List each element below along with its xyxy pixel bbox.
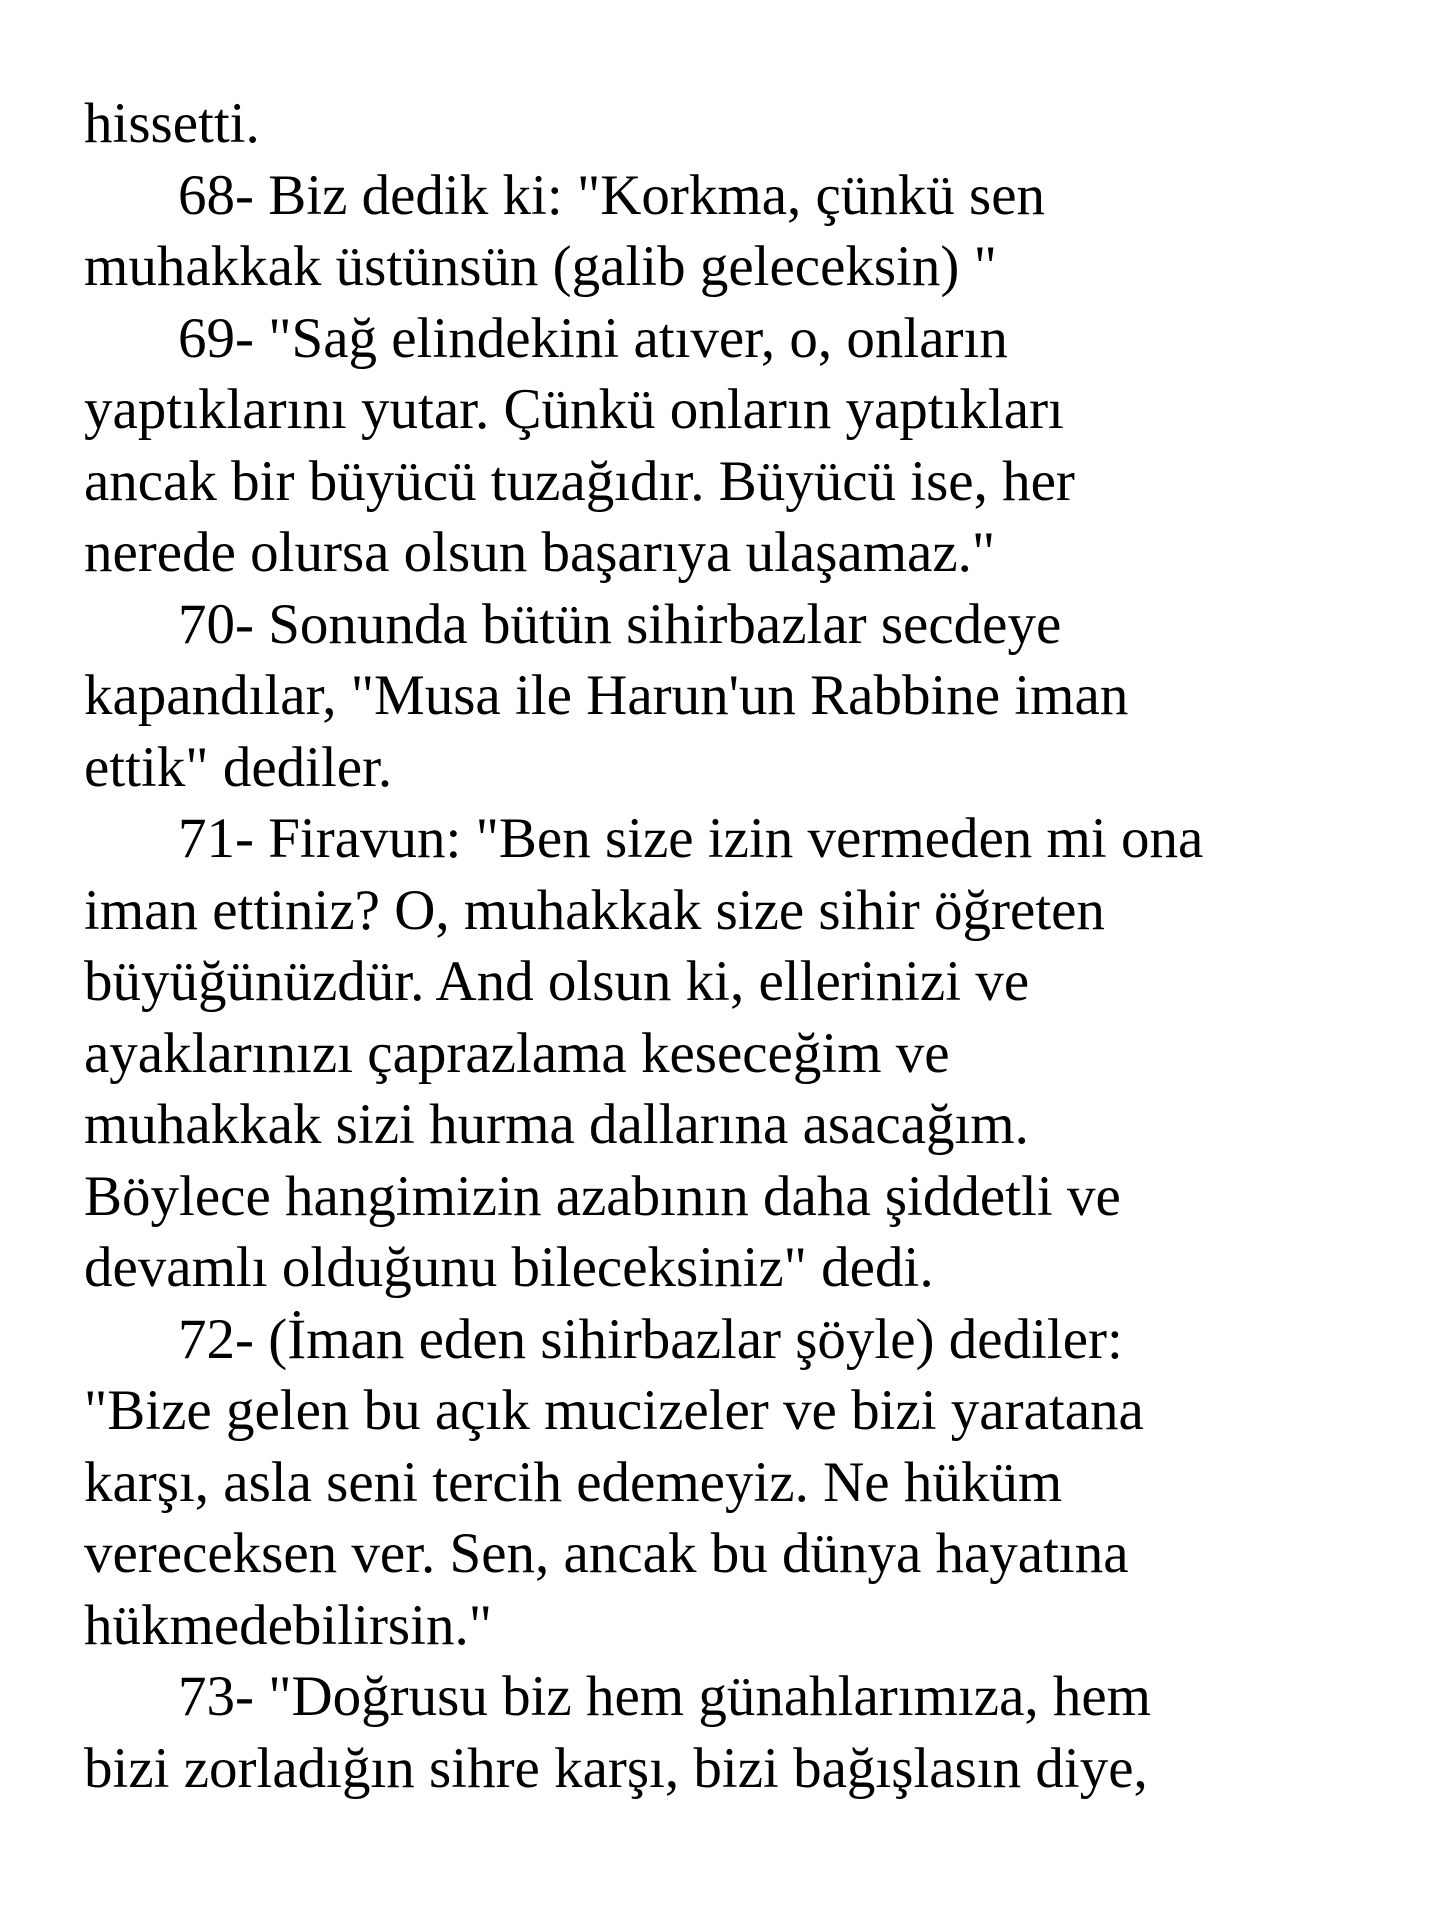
verse-68 — [84, 160, 1404, 303]
text-line: 69- "Sağ elindekini atıver, o, onların — [178, 306, 1008, 370]
text-line: ettik" dediler. — [84, 735, 393, 799]
text-line: vereceksen ver. Sen, ancak bu dünya hayatına — [84, 1522, 1129, 1585]
verse-69 — [84, 303, 1404, 589]
text-line: hissetti. — [84, 92, 260, 155]
text-line: büyüğünüzdür. And olsun ki, ellerinizi ve — [84, 950, 1030, 1013]
text-line: muhakkak sizi hurma dallarına asacağım. — [84, 1093, 1029, 1156]
verse-70 — [84, 589, 1404, 804]
text-line: hükmedebilirsin." — [84, 1593, 492, 1657]
text-line: "Bize gelen bu açık mucizeler ve bizi yaratana — [84, 1379, 1144, 1442]
text-line: karşı, asla seni tercih edemeyiz. Ne hüküm — [84, 1450, 1063, 1514]
text-line: bizi zorladığın sihre karşı, bizi bağışlasın diye, — [84, 1736, 1148, 1800]
verse-72 — [84, 1304, 1404, 1662]
text-line: ancak bir büyücü tuzağıdır. Büyücü ise, her — [84, 449, 1075, 513]
verse-73 — [84, 1661, 1404, 1804]
text-line: Böylece hangimizin azabının daha şiddetli ve — [84, 1164, 1121, 1228]
text-line: 73- "Doğrusu biz hem günahlarımıza, hem — [178, 1665, 1152, 1728]
text-line: iman ettiniz? O, muhakkak size sihir öğreten — [84, 878, 1105, 942]
text-line: devamlı olduğunu bileceksiniz" dedi. — [84, 1236, 934, 1299]
paragraph-continuation — [84, 88, 1404, 160]
document-body — [84, 88, 1404, 1804]
verse-71 — [84, 803, 1404, 1304]
text-line: yaptıklarını yutar. Çünkü onların yaptıkları — [84, 378, 1064, 441]
text-line: 72- (İman eden sihirbazlar şöyle) dediler: — [178, 1307, 1123, 1371]
text-line: muhakkak üstünsün (galib geleceksin) " — [84, 235, 997, 298]
text-line: nerede olursa olsun başarıya ulaşamaz." — [84, 521, 996, 584]
text-line: 68- Biz dedik ki: "Korkma, çünkü sen — [178, 163, 1046, 227]
text-line: kapandılar, "Musa ile Harun'un Rabbine iman — [84, 664, 1129, 727]
text-line: 71- Firavun: "Ben size izin vermeden mi ona — [178, 807, 1204, 870]
text-line: ayaklarınızı çaprazlama keseceğim ve — [84, 1021, 950, 1085]
text-line: 70- Sonunda bütün sihirbazlar secdeye — [178, 592, 1062, 656]
